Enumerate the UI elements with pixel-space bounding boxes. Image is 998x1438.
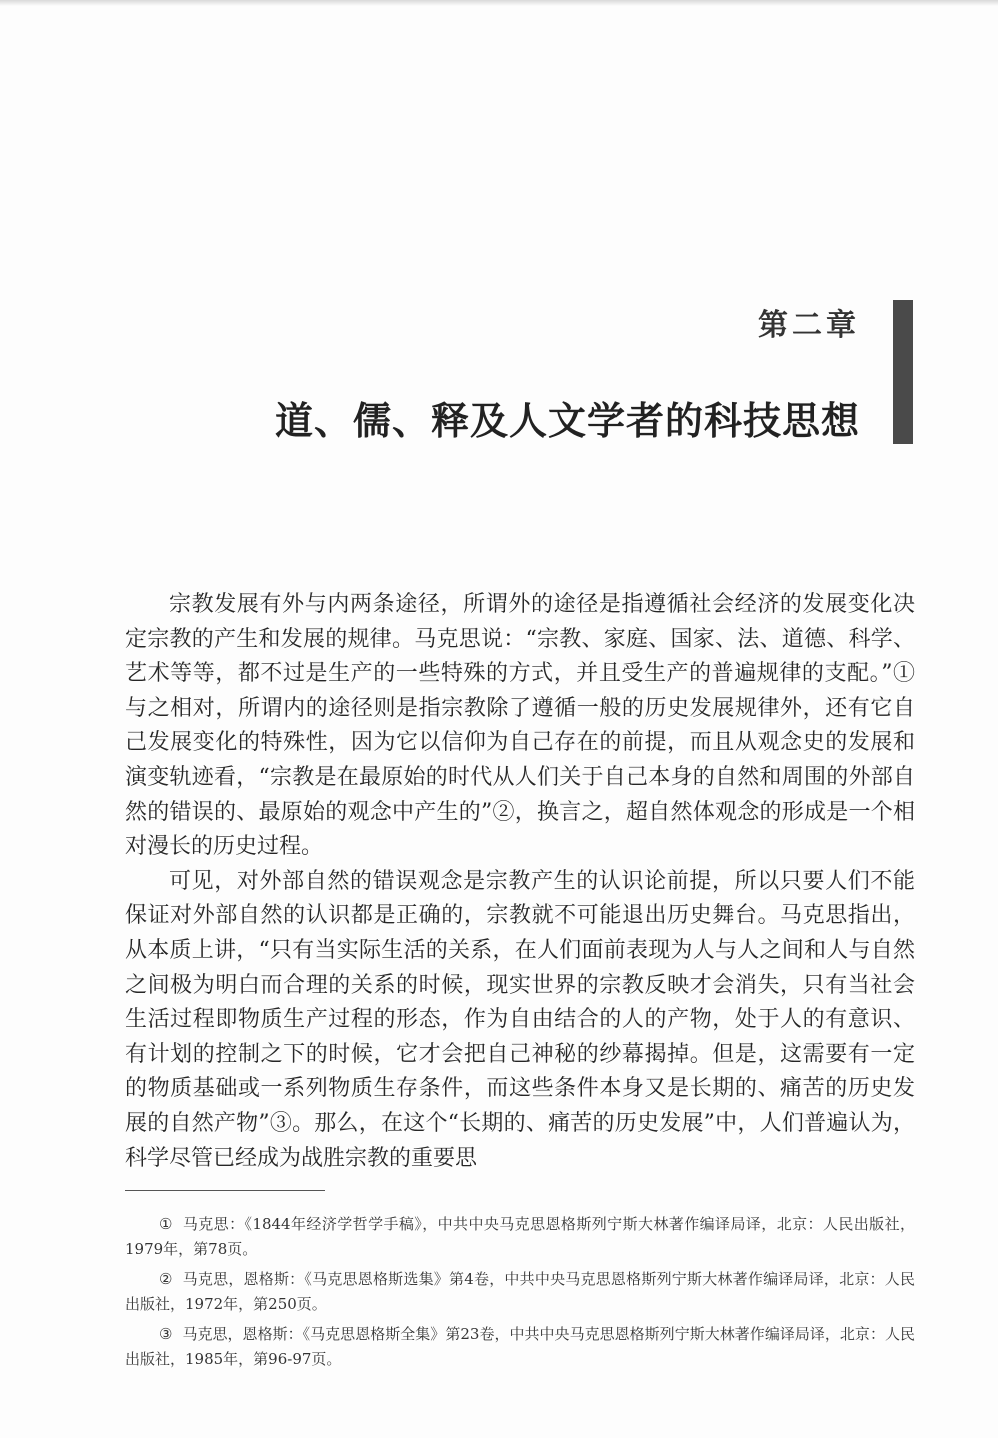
chapter-decorative-bar — [893, 300, 913, 444]
body-paragraph: 可见，对外部自然的错误观念是宗教产生的认识论前提，所以只要人们不能保证对外部自然的认识都是正确的，宗教就不可能退出历史舞台。马克思指出，从本质上讲，“只有当实际生活的关系，在人们面前表现为人与人之间和人与自然之间极为明白而合理的关系的时候，现实世界的宗教反映才会消失，只有当社会生活过程即物质生产过程的形态，作为自由结合的人的产物，处于人的有意识、有计划的控制之下的时候，它才会把自己神秘的纱幕揭掉。但是，这需要有一定的物质基础或一系列物质生存条件，而这些条件本身又是长期的、痛苦的历史发展的自然产物”③。那么，在这个“长期的、痛苦的历史发展”中，人们普遍认为，科学尽管已经成为战胜宗教的重要思 — [125, 868, 915, 1171]
body-paragraph: 宗教发展有外与内两条途径，所谓外的途径是指遵循社会经济的发展变化决定宗教的产生和发展的规律。马克思说：“宗教、家庭、国家、法、道德、科学、艺术等等，都不过是生产的一些特殊的方式，并且受生产的普遍规律的支配。”① 与之相对，所谓内的途径则是指宗教除了遵循一般的历史发展规律外，还有它自己发展变化的特殊性，因为它以信仰为自己存在的前提，而且从观念史的发展和演变轨迹看，“宗教是在最原始的时代从人们关于自己本身的自然和周围的外部自然的错误的、最原始的观念中产生的”②，换言之，超自然体观念的形成是一个相对漫长的历史过程。 — [125, 592, 915, 860]
footnote-mark: ③ — [159, 1325, 173, 1343]
scan-edge-shadow — [0, 0, 998, 6]
footnote-text: 马克思，恩格斯：《马克思恩格斯选集》第4卷，中共中央马克思恩格斯列宁斯大林著作编译局译，北京：人民出版社，1972年，第250页。 — [125, 1270, 915, 1313]
footnote-text: 马克思：《1844年经济学哲学手稿》，中共中央马克思恩格斯列宁斯大林著作编译局译，北京：人民出版社，1979年，第78页。 — [125, 1215, 915, 1258]
body-text — [125, 588, 915, 1176]
chapter-title: 道、儒、释及人文学者的科技思想 — [274, 398, 860, 443]
footnote-item — [125, 1322, 915, 1371]
footnote-separator — [125, 1190, 325, 1191]
footnote-item — [125, 1267, 915, 1316]
footnote-text: 马克思，恩格斯：《马克思恩格斯全集》第23卷，中共中央马克思恩格斯列宁斯大林著作编译局译，北京：人民出版社，1985年，第96-97页。 — [125, 1325, 915, 1368]
footnote-mark: ① — [159, 1215, 173, 1233]
footnotes — [125, 1212, 915, 1377]
footnote-item — [125, 1212, 915, 1261]
chapter-label: 第二章 — [758, 308, 860, 343]
footnote-mark: ② — [159, 1270, 173, 1288]
